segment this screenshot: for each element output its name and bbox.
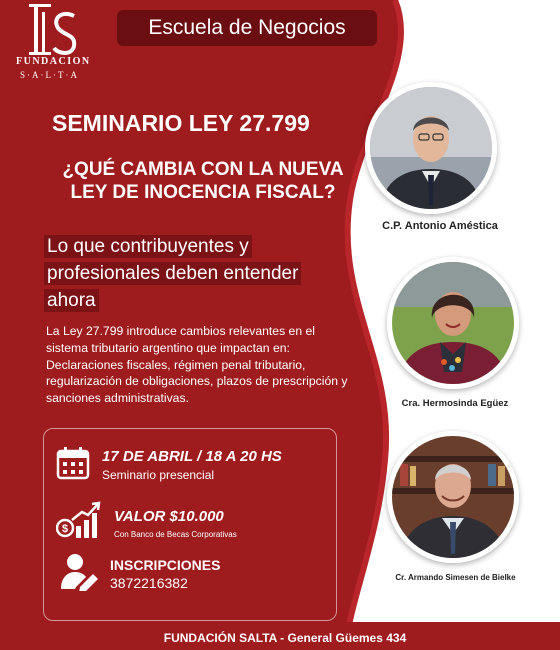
svg-text:$: $: [61, 523, 69, 535]
speaker-2-photo: [387, 257, 519, 389]
seminar-description: La Ley 27.799 introduce cambios relevantes en el sistema tributario argentino que impactan en: Declaraciones fiscales, régimen penal tributario, regularización de obligaciones, plazos de prescripción y sanciones administrativas.: [46, 324, 348, 406]
speaker-1-portrait-icon: [370, 87, 492, 209]
logo-text-salta: S·A·L·T·A: [20, 70, 79, 80]
speaker-2-name: Cra. Hermosinda Egüez: [401, 398, 509, 409]
event-price-note: Con Banco de Becas Corporativas: [114, 530, 237, 539]
money-chart-icon: [56, 500, 102, 540]
seminar-subtitle: [44, 233, 329, 314]
registration-phone: 3872216382: [110, 575, 188, 591]
footer-address: FUNDACIÓN SALTA - General Güemes 434: [163, 631, 407, 645]
speaker-3-portrait-icon: [392, 436, 514, 558]
event-modality: Seminario presencial: [102, 468, 215, 482]
event-price: VALOR $10.000: [114, 508, 224, 525]
user-edit-icon: [60, 553, 100, 591]
speaker-2-portrait-icon: [392, 262, 514, 384]
calendar-icon: [56, 446, 90, 480]
speaker-3-name: Cr. Armando Simesen de Bielke: [395, 573, 516, 582]
seminar-question: ¿QUÉ CAMBIA CON LA NUEVA LEY DE INOCENCIA FISCAL?: [62, 159, 344, 203]
speaker-1-photo: [365, 82, 497, 214]
registration-label: INSCRIPCIONES: [110, 557, 221, 573]
logo-text-fundacion: FUNDACION: [16, 56, 91, 67]
speaker-3-photo: [387, 431, 519, 563]
header-title: Escuela de Negocios: [117, 10, 377, 46]
seminar-title: SEMINARIO LEY 27.799: [52, 110, 310, 136]
speaker-1-name: C.P. Antonio Améstica: [382, 220, 498, 232]
seminar-subtitle-text: Lo que contribuyentes y profesionales deben entender ahora: [44, 235, 301, 312]
event-date: 17 DE ABRIL / 18 A 20 HS: [102, 448, 282, 465]
